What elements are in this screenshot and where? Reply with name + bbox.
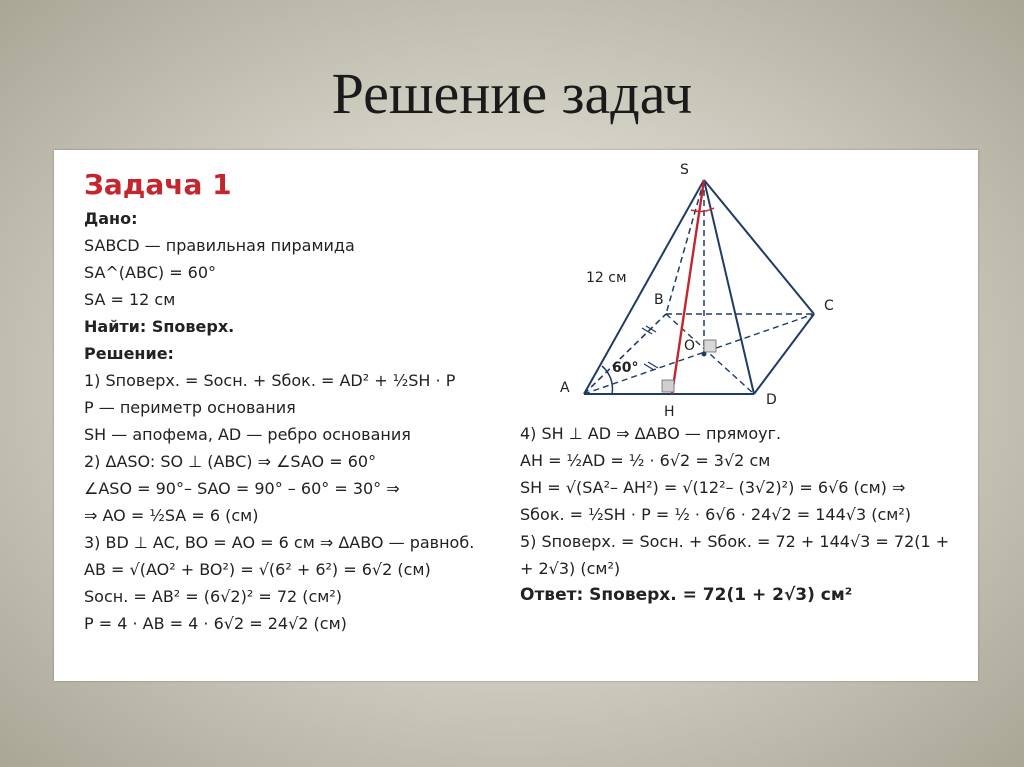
text-line: ∠ASO = 90°– SAO = 90° – 60° = 30° ⇒ <box>84 479 400 498</box>
solution-right-column <box>520 420 970 609</box>
given-heading: Дано: <box>84 209 138 228</box>
diag-ac <box>584 314 814 394</box>
angle-60-arc <box>602 366 612 394</box>
center-point-o <box>702 352 707 357</box>
pyramid-diagram <box>554 158 874 420</box>
text-line: ⇒ AO = ½SA = 6 (см) <box>84 506 259 525</box>
edge-dc <box>754 314 814 394</box>
find-heading: Найти: Sповерх. <box>84 317 235 336</box>
text-line: 1) Sповерх. = Sосн. + Sбок. = AD² + ½SH · P <box>84 371 456 390</box>
text-line: Sбок. = ½SH · P = ½ · 6√6 · 24√2 = 144√3 (см²) <box>520 505 911 524</box>
edge-ab <box>584 314 666 394</box>
slide-title: Решение задач <box>331 61 693 126</box>
text-line: P — периметр основания <box>84 398 296 417</box>
right-angle-marker <box>662 380 674 392</box>
text-line: SA^(ABC) = 60° <box>84 263 217 282</box>
solution-left-column <box>84 168 524 637</box>
right-angle-marker <box>704 340 716 352</box>
diag-bd <box>666 314 754 394</box>
angle-label: 60° <box>612 360 639 376</box>
text-line: AH = ½AD = ½ · 6√2 = 3√2 см <box>520 451 771 470</box>
text-line: SA = 12 см <box>84 290 176 309</box>
answer-line: Ответ: Sповерх. = 72(1 + 2√3) см² <box>520 585 853 605</box>
text-line: 2) ΔASO: SO ⊥ (ABC) ⇒ ∠SAO = 60° <box>84 452 377 471</box>
edge-sb <box>666 180 704 314</box>
edge-sa <box>584 180 704 394</box>
text-line: P = 4 · AB = 4 · 6√2 = 24√2 (см) <box>84 614 347 633</box>
label-b: B <box>654 292 664 308</box>
label-s: S <box>680 162 689 178</box>
text-line: 5) Sповерх. = Sосн. + Sбок. = 72 + 144√3 = 72(1 + <box>520 532 950 551</box>
text-line: Sосн. = AB² = (6√2)² = 72 (см²) <box>84 587 343 606</box>
label-d: D <box>766 392 777 408</box>
text-line: 4) SH ⊥ AD ⇒ ΔABO — прямоуг. <box>520 424 782 443</box>
label-o: O <box>684 338 696 354</box>
edge-sd <box>704 180 754 394</box>
text-line: 3) BD ⊥ AC, BO = AO = 6 см ⇒ ΔABO — равноб. <box>84 533 475 552</box>
text-line: SH — апофема, AD — ребро основания <box>84 425 411 444</box>
text-line: SH = √(SA²– AH²) = √(12²– (3√2)²) = 6√6 (см) ⇒ <box>520 478 906 497</box>
text-line: AB = √(AO² + BO²) = √(6² + 6²) = 6√2 (см) <box>84 560 431 579</box>
label-c: C <box>824 298 834 314</box>
label-a: A <box>560 380 570 396</box>
edge-length-label: 12 см <box>586 270 627 286</box>
content-panel <box>54 150 978 681</box>
solution-heading: Решение: <box>84 344 174 363</box>
text-line: + 2√3) (см²) <box>520 559 621 578</box>
task-title: Задача 1 <box>84 168 232 201</box>
label-h: H <box>664 404 675 420</box>
text-line: SABCD — правильная пирамида <box>84 236 355 255</box>
